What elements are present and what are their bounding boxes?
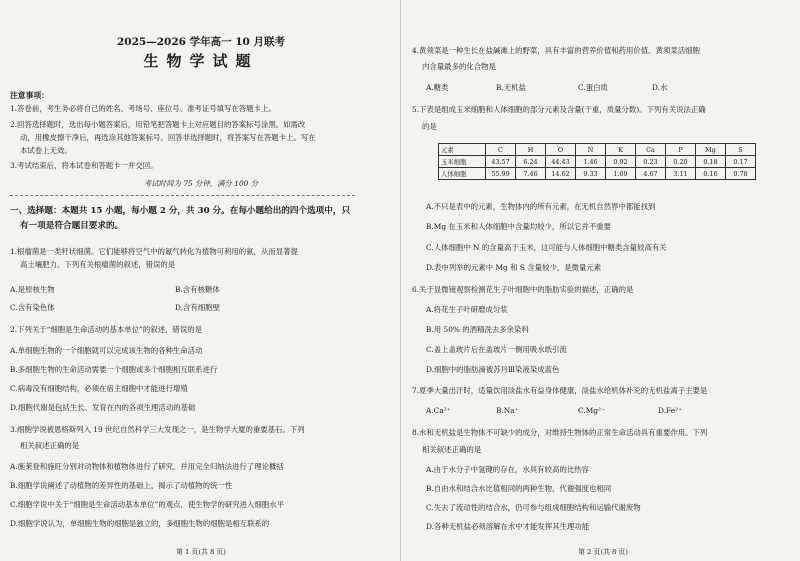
table-cell: 0.18: [696, 156, 726, 168]
page-1: [10, 0, 392, 561]
q3-option-c: C.细胞学说中关于“细胞是生命活动基本单位”的观点，使生物学的研究进入细胞水平: [10, 500, 284, 509]
q5-option-a: A.不只是表中的元素，生物体内的所有元素，在无机自然界中都能找到: [426, 202, 656, 211]
table-row: [439, 168, 756, 180]
table-header-cell: S: [726, 144, 756, 156]
notice-line: 3.考试结束后，将本试卷和答题卡一并交回。: [10, 161, 158, 170]
table-cell: 0.78: [726, 168, 756, 180]
q4-option-b: B.无机盐: [496, 83, 526, 92]
table-cell: 43.57: [486, 156, 516, 168]
q7-option-c: C.Mg²⁻: [578, 406, 605, 415]
question-1-stem: 1.根瘤菌是一类杆状细菌。它们能够将空气中的氮气转化为植物可利用的氨，从而显著提: [10, 247, 298, 256]
question-3-stem: 相关叙述正确的是: [20, 441, 80, 450]
table-header-cell: C: [486, 144, 516, 156]
q7-option-d: D.Fe²⁺: [658, 406, 682, 415]
section-heading: 有一项是符合题目要求的。: [20, 221, 124, 231]
exam-time: 考试时间为 75 分钟，满分 100 分: [143, 179, 259, 188]
table-cell: 人体细胞: [439, 168, 486, 180]
notice-line: 1.答卷前，考生务必将自己的姓名、考场号、座位号、准考证号填写在答题卡上。: [10, 104, 276, 113]
notice-line: 2.回答选择题时，选出每小题答案后，用铅笔把答题卡上对应题目的答案标号涂黑。如需改: [10, 120, 306, 129]
table-cell: 9.33: [576, 168, 606, 180]
q8-option-a: A.由于水分子中氢键的存在，水具有较高的比热容: [426, 465, 589, 474]
q2-option-c: C.病毒没有细胞结构，必须在宿主细胞中才能进行增殖: [10, 384, 188, 393]
table-cell: 0.92: [606, 156, 636, 168]
table-cell: 0.16: [696, 168, 726, 180]
table-cell: 玉米细胞: [439, 156, 486, 168]
table-cell: 0.20: [666, 156, 696, 168]
q8-option-b: B.自由水和结合水比值相同的两种生物，代谢强度也相同: [426, 484, 612, 493]
subject-title: 生物学试题: [143, 52, 259, 70]
notice-heading: 注意事项：: [10, 91, 49, 100]
q1-option-c: C.含有染色体: [10, 303, 55, 312]
table-cell: 55.99: [486, 168, 516, 180]
table-cell: 1.09: [606, 168, 636, 180]
q2-option-b: B.多细胞生物的生命活动需要一个细胞或多个细胞相互联系进行: [10, 365, 218, 374]
table-cell: 14.62: [546, 168, 576, 180]
table-cell: 0.17: [726, 156, 756, 168]
question-3-stem: 3.细胞学说被恩格斯列入 19 世纪自然科学三大发现之一，是生物学大厦的重要基石。下列: [10, 425, 305, 434]
q8-option-d: D.各种无机盐必须溶解在水中才能发挥其生理功能: [426, 522, 590, 531]
question-8-stem: 8.水和无机盐是生物体不可缺少的成分，对维持生物体的正常生命活动具有重要作用。下列: [412, 428, 708, 437]
question-6-stem: 6.关于显微镜观察检测花生子叶细胞中的脂肪实验的描述，正确的是: [412, 285, 634, 294]
table-header-cell: 元素: [439, 144, 486, 156]
question-8-stem: 相关叙述正确的是: [422, 445, 482, 454]
question-2-stem: 2.下列关于“细胞是生命活动的基本单位”的叙述，错误的是: [10, 325, 202, 334]
q4-option-c: C.蛋白质: [578, 83, 608, 92]
table-header-cell: K: [606, 144, 636, 156]
question-4-stem: 内含量最多的化合物是: [422, 62, 496, 71]
q3-option-d: D.细胞学说认为，单细胞生物的细胞是独立的，多细胞生物的细胞是相互联系的: [10, 519, 270, 528]
q6-option-b: B.用 50% 的酒精洗去多余染料: [426, 325, 529, 334]
q1-option-b: B.含有核糖体: [175, 285, 220, 294]
table-header-cell: Ca: [636, 144, 666, 156]
q5-option-d: D.表中列举的元素中 Mg 和 S 含量较少，是微量元素: [426, 263, 602, 272]
q1-option-d: D.含有细胞壁: [175, 303, 220, 312]
q7-option-a: A.Ca²⁺: [426, 406, 451, 415]
q4-option-a: A.糖类: [426, 83, 449, 92]
table-cell: 44.43: [546, 156, 576, 168]
section-heading: 一、选择题：本题共 15 小题，每小题 2 分，共 30 分。在每小题给出的四个选项中，只: [10, 206, 351, 216]
divider: [10, 195, 355, 196]
table-header-cell: P: [666, 144, 696, 156]
table-cell: 0.23: [636, 156, 666, 168]
question-1-stem: 高土壤肥力。下列有关根瘤菌的叙述，错误的是: [20, 260, 176, 269]
question-4-stem: 4.黄须菜是一种生长在盐碱滩上的野菜，具有丰富的营养价值和药用价值。黄须菜活细胞: [412, 46, 700, 55]
table-header-cell: O: [546, 144, 576, 156]
table-header-cell: N: [576, 144, 606, 156]
table-cell: 7.46: [516, 168, 546, 180]
page-footer: 第 2 页(共 8 页): [578, 548, 628, 556]
q6-option-d: D.细胞中的脂肪滴被苏丹Ⅲ染液染成蓝色: [426, 365, 560, 374]
table-cell: 3.11: [666, 168, 696, 180]
notice-line: 本试卷上无效。: [20, 146, 72, 155]
question-7-stem: 7.夏季大量出汗时，适量饮用淡盐水有益身体健康，淡盐水给机体补充的无机盐离子主要是: [412, 386, 708, 395]
q4-option-d: D.水: [652, 83, 668, 92]
table-cell: 6.24: [516, 156, 546, 168]
table-header-cell: H: [516, 144, 546, 156]
element-content-table: [438, 143, 756, 180]
q7-option-b: B.Na⁺: [496, 406, 519, 415]
table-header-row: [439, 144, 756, 156]
q6-option-c: C.盖上盖玻片后在盖玻片一侧用吸水纸引流: [426, 345, 567, 354]
q5-option-c: C.人体细胞中 N 的含量高于玉米，这可能与人体细胞中糖类含量较高有关: [426, 243, 667, 252]
table-header-cell: Mg: [696, 144, 726, 156]
table-cell: 1.46: [576, 156, 606, 168]
q8-option-c: C.失去了流动性的结合水，仍可参与组成细胞结构和运输代谢废物: [426, 503, 641, 512]
page-footer: 第 1 页(共 8 页): [176, 548, 226, 556]
q6-option-a: A.将花生子叶研磨成匀浆: [426, 305, 508, 314]
q3-option-a: A.施莱登和施旺分别对动物体和植物体进行了研究，并用完全归纳法进行了理论概括: [10, 462, 284, 471]
page-fold: [400, 0, 401, 561]
question-5-stem: 的是: [422, 122, 437, 131]
q3-option-b: B.细胞学说阐述了动植物的差异性的基础上，揭示了动植物的统一性: [10, 481, 233, 490]
q1-option-a: A.是原核生物: [10, 285, 55, 294]
table-cell: 4.67: [636, 168, 666, 180]
page-2: [412, 0, 794, 561]
q2-option-d: D.细胞代谢是包括生长、发育在内的各项生理活动的基础: [10, 403, 196, 412]
q5-option-b: B.Mg 在玉米和人体细胞中含量均较少，所以它并不重要: [426, 222, 612, 231]
notice-line: 动，用橡皮擦干净后，再选涂其他答案标号。回答非选择题时，将答案写在答题卡上。写在: [20, 133, 316, 142]
exam-title: 2025—2026 学年高一 10 月联考: [116, 36, 286, 48]
table-row: [439, 156, 756, 168]
question-5-stem: 5.下表是组成玉米细胞和人体细胞的部分元素及含量(干重，质量分数)。下列有关说法正确: [412, 105, 706, 114]
q2-option-a: A.单细胞生物的一个细胞就可以完成该生物的各种生命活动: [10, 346, 203, 355]
